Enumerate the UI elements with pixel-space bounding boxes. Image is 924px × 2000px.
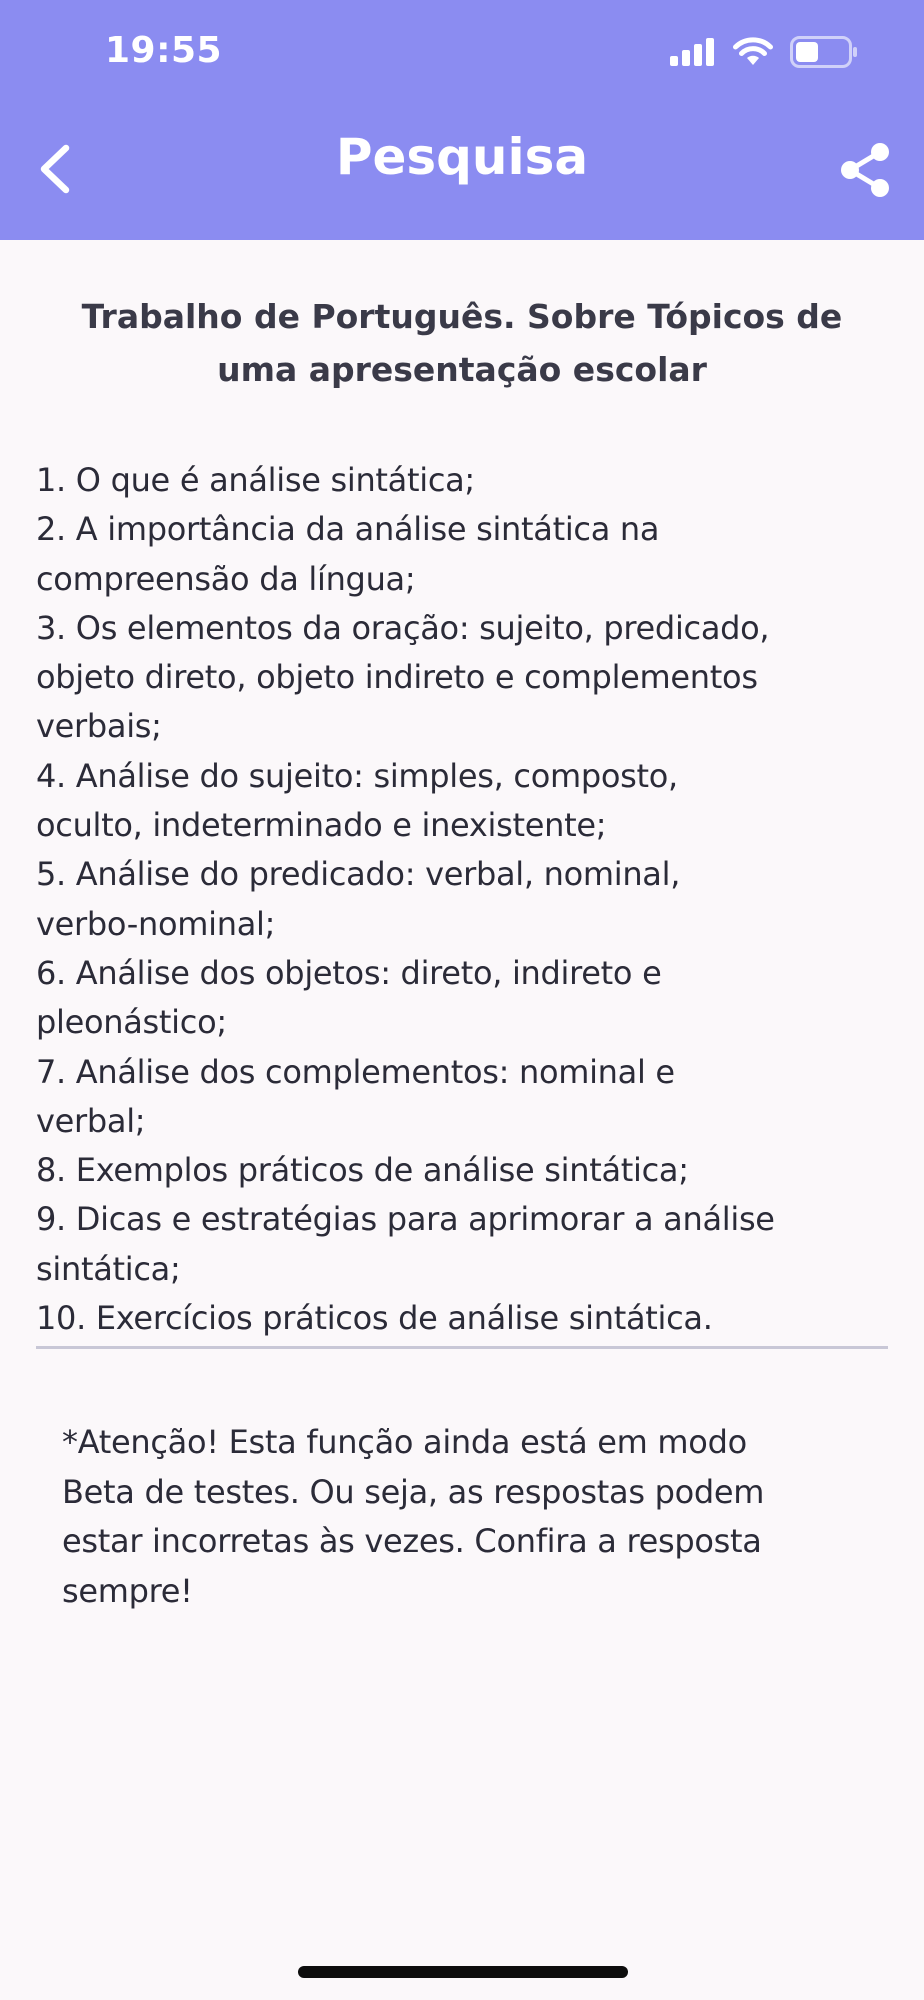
disclaimer-line: estar incorretas às vezes. Confira a resposta <box>62 1522 762 1560</box>
list-item: objeto direto, objeto indireto e complementos <box>36 658 758 697</box>
list-item: oculto, indeterminado e inexistente; <box>36 806 607 845</box>
list-item: compreensão da língua; <box>36 559 416 598</box>
list-item: 7. Análise dos complementos: nominal e <box>36 1052 675 1091</box>
result-title-line: uma apresentação escolar <box>217 350 707 389</box>
result-title-line: Trabalho de Português. Sobre Tópicos de <box>81 297 843 336</box>
signal-icon <box>670 38 716 66</box>
divider <box>36 1346 888 1349</box>
disclaimer-line: Beta de testes. Ou seja, as respostas podem <box>62 1472 765 1511</box>
app-header <box>0 0 924 240</box>
home-indicator[interactable] <box>298 1966 628 1978</box>
beta-disclaimer <box>62 1418 862 1616</box>
list-item: 9. Dicas e estratégias para aprimorar a análise <box>36 1200 775 1239</box>
disclaimer-line: *Atenção! Esta função ainda está em modo <box>62 1423 747 1461</box>
list-item: 4. Análise do sujeito: simples, composto, <box>36 756 678 795</box>
list-item: 5. Análise do predicado: verbal, nominal, <box>36 855 681 894</box>
status-time: 19:55 <box>105 30 223 71</box>
list-item: verbais; <box>36 707 162 746</box>
list-item: sintática; <box>36 1249 181 1288</box>
list-item: verbal; <box>36 1101 146 1140</box>
list-item: 6. Análise dos objetos: direto, indireto e <box>36 953 662 992</box>
list-item: 3. Os elementos da oração: sujeito, predicado, <box>36 608 770 647</box>
disclaimer-line: sempre! <box>62 1571 193 1610</box>
page-title: Pesquisa <box>335 128 589 186</box>
battery-icon <box>790 36 858 68</box>
list-item: pleonástico; <box>36 1003 227 1042</box>
topic-list <box>36 456 888 1343</box>
list-item: verbo-nominal; <box>36 904 276 943</box>
share-icon <box>836 140 894 200</box>
status-icons <box>670 36 858 68</box>
list-item: 1. O que é análise sintática; <box>36 461 475 499</box>
result-content <box>36 290 888 1343</box>
list-item: 10. Exercícios práticos de análise sintática. <box>36 1299 713 1338</box>
result-title <box>36 290 888 396</box>
list-item: 2. A importância da análise sintática na <box>36 510 660 549</box>
share-button[interactable] <box>836 140 894 200</box>
wifi-icon <box>732 37 774 67</box>
list-item: 8. Exemplos práticos de análise sintática; <box>36 1151 689 1190</box>
